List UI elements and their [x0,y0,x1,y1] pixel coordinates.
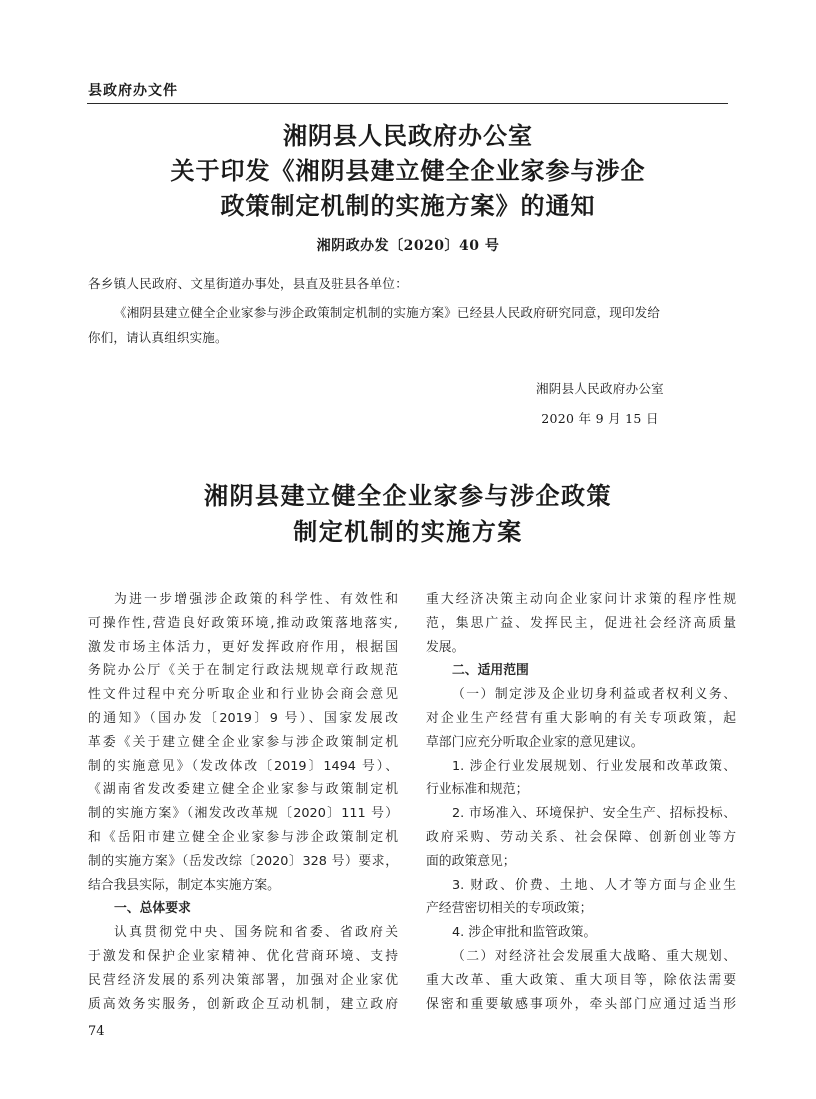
paragraph-line: 可操作性,营造良好政策环境,推动政策落地落实, [88,615,398,631]
paragraph-line: 激发市场主体活力，更好发挥政府作用，根据国 [88,639,398,655]
list-item-line: 4. 涉企审批和监管政策。 [452,925,597,941]
list-item-line: 1. 涉企行业发展规划、行业发展和改革政策、 [452,758,736,774]
addressee: 各乡镇人民政府、文星街道办事处，县直及驻县各单位： [88,276,409,291]
paragraph-line: 质高效务实服务，创新政企互动机制，建立政府 [88,996,398,1012]
left-column [88,588,398,1016]
running-head: 县政府办文件 [88,83,178,99]
paragraph-line: 对企业生产经营有重大影响的有关专项政策，起 [426,710,736,726]
paragraph-line: 范，集思广益、发挥民主，促进社会经济高质量 [426,615,736,631]
paragraph-line: 民营经济发展的系列决策部署，加强对企业家优 [88,972,398,988]
notice-title-line: 湘阴县人民政府办公室 [283,121,533,150]
list-item-line: 产经营密切相关的专项政策； [426,901,593,917]
right-column [426,588,736,1016]
document-number: 湘阴政办发〔2020〕40 号 [316,238,500,254]
paragraph-line: 和《岳阳市建立健全企业家参与涉企政策制定机 [88,829,398,845]
paragraph-line: 结合我县实际，制定本实施方案。 [88,877,280,893]
notice-title-line: 关于印发《湘阴县建立健全企业家参与涉企 [170,156,646,185]
notice-title [88,118,728,223]
plan-title [88,478,728,550]
paragraph-line: （一）制定涉及企业切身利益或者权利义务、 [452,687,736,703]
paragraph-line: 革委《关于建立健全企业家参与涉企政策制定机 [88,734,398,750]
paragraph-line: 重大改革、重大政策、重大项目等，除依法需要 [426,972,736,988]
notice-title-line: 政策制定机制的实施方案》的通知 [220,191,596,220]
header-divider [87,103,728,104]
paragraph-line: 制的实施意见》（发改体改〔2019〕1494 号）、 [88,758,398,774]
page-number: 74 [88,1024,105,1039]
plan-title-line: 湘阴县建立健全企业家参与涉企政策 [204,481,612,510]
paragraph-line: 《湖南省发改委建立健全企业家参与政策制定机 [88,782,398,798]
list-item-line: 面的政策意见； [426,853,516,869]
notice-body-line: 《湘阴县建立健全企业家参与涉企政策制定机制的实施方案》已经县人民政府研究同意，现印发给 [114,305,661,320]
paragraph-line: （二）对经济社会发展重大战略、重大规划、 [452,948,736,964]
signature-block [500,374,700,434]
plan-title-line: 制定机制的实施方案 [293,517,523,546]
paragraph-line: 保密和重要敏感事项外，牵头部门应通过适当形 [426,996,736,1012]
paragraph-line: 性文件过程中充分听取企业和行业协会商会意见 [88,687,398,703]
paragraph-line: 于激发和保护企业家精神、优化营商环境、支持 [88,948,398,964]
paragraph-line: 草部门应充分听取企业家的意见建议。 [426,734,644,750]
paragraph-line: 的通知》（国办发〔2019〕9 号）、国家发展改 [88,710,398,726]
section-heading-scope: 二、适用范围 [452,663,529,679]
paragraph-line: 认真贯彻党中央、国务院和省委、省政府关 [114,925,398,941]
paragraph-line: 制的实施方案》（湘发改改革规〔2020〕111 号） [88,806,398,822]
list-item-line: 政府采购、劳动关系、社会保障、创新创业等方 [426,829,736,845]
section-heading-general: 一、总体要求 [114,901,191,917]
list-item-line: 行业标准和规范； [426,782,529,798]
notice-body-line: 你们，请认真组织实施。 [88,330,228,345]
notice-body [88,300,728,350]
paragraph-line: 务院办公厅《关于在制定行政法规规章行政规范 [88,663,398,679]
list-item-line: 3. 财政、价费、土地、人才等方面与企业生 [452,877,736,893]
paragraph-line: 发展。 [426,639,465,655]
list-item-line: 2. 市场准入、环境保护、安全生产、招标投标、 [452,806,736,822]
paragraph-line: 重大经济决策主动向企业家问计求策的程序性规 [426,592,736,607]
signature-date: 2020 年 9 月 15 日 [541,411,659,426]
paragraph-line: 制的实施方案》（岳发改综〔2020〕328 号）要求， [88,853,398,869]
paragraph-line: 为进一步增强涉企政策的科学性、有效性和 [114,592,398,607]
signature-organization: 湘阴县人民政府办公室 [535,381,664,396]
